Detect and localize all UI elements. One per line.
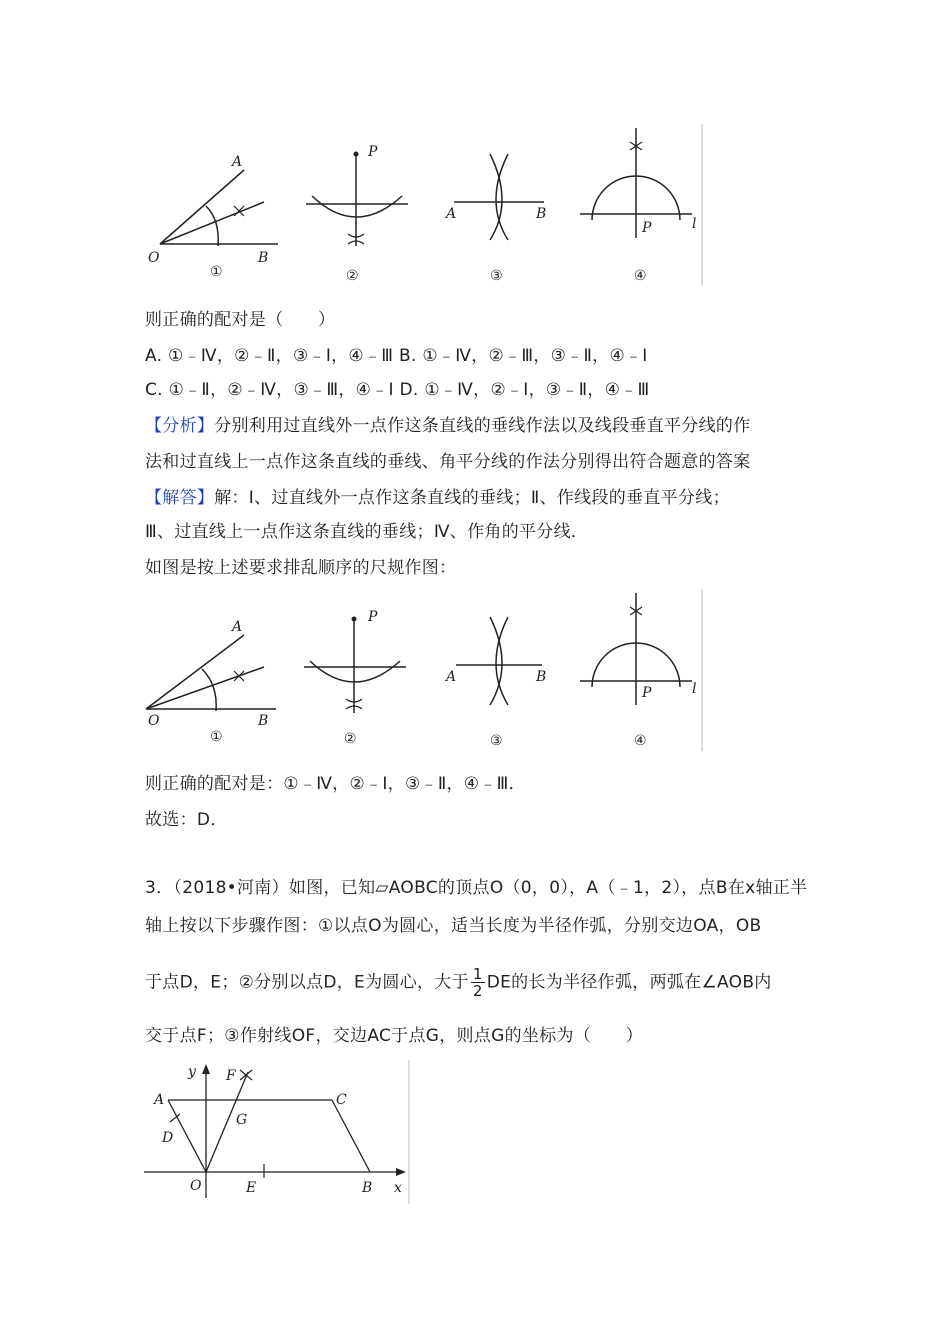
answer-choice: 故选：D． [145,810,228,830]
q3-line-3a: 于点D，E；②分别以点D，E为圆心，大于 [145,972,469,993]
figure-perpendicular-at-point [580,128,696,284]
axis-label-y: y [188,1064,196,1080]
analysis-text: 分别利用过直线外一点作这条直线的垂线作法以及线段垂直平分线的作 [214,416,751,436]
label-A: A [154,1092,165,1108]
figure-number: ③ [490,733,503,749]
figure-perpendicular-bisector [444,617,546,749]
label-B: B [536,669,547,685]
figure-number: ① [210,729,223,745]
label-P: P [368,144,378,160]
fraction-one-half [471,966,485,999]
figure-perpendicular-from-point [306,144,408,284]
q3-line-4: 交于点F；③作射线OF，交边AC于点G，则点G的坐标为（ ） [145,1026,644,1046]
label-P: P [642,685,652,701]
answer-conclusion: 则正确的配对是：①﹣Ⅳ，②﹣Ⅰ，③﹣Ⅱ，④﹣Ⅲ． [145,774,526,794]
label-O: O [148,713,160,729]
label-P: P [368,609,378,625]
label-P: P [642,220,652,236]
solution-tag: 【解答】 [145,488,215,508]
q3-line-3b: DE的长为半径作弧，两弧在∠AOB内 [486,972,772,993]
question-prompt: 则正确的配对是（ ） [145,310,336,330]
analysis-line-1 [145,414,751,438]
fraction-numerator: 1 [472,965,483,983]
construction-figures-answer [140,585,710,755]
figure-perpendicular-from-point [304,609,406,747]
figure-number: ② [344,731,357,747]
label-E: E [246,1180,257,1196]
figure-number: ① [210,264,223,280]
parallelogram-figure [140,1058,415,1208]
label-O: O [148,250,160,266]
label-l: l [692,216,697,232]
options-c-d: C. ①﹣Ⅱ，②﹣Ⅳ，③﹣Ⅲ，④﹣Ⅰ D. ①﹣Ⅳ，②﹣Ⅰ，③﹣Ⅱ，④﹣Ⅲ [145,380,650,400]
label-B: B [258,250,269,266]
figure-perpendicular-at-point [580,593,696,749]
figure-number: ④ [634,268,647,284]
analysis-line-2: 法和过直线上一点作这条直线的垂线、角平分线的作法分别得出符合题意的答案 [145,452,751,472]
q3-line-3 [145,966,772,999]
figure-perpendicular-bisector [444,154,546,284]
q3-line-1: 3．（2018•河南）如图，已知▱AOBC的顶点O（0，0），A（﹣1，2），点B在x轴正半 [145,878,808,898]
label-C: C [336,1092,347,1108]
label-l: l [692,681,697,697]
label-A: A [232,619,243,635]
label-O: O [190,1178,202,1194]
figure-number: ③ [490,268,503,284]
figure-number: ② [346,268,359,284]
fraction-denominator: 2 [472,982,483,1000]
label-D: D [162,1130,174,1146]
label-A: A [446,206,457,222]
label-A: A [232,154,243,170]
label-G: G [236,1112,248,1128]
figure-angle-bisector [146,619,276,745]
axis-label-x: x [394,1180,402,1196]
solution-line-2: Ⅲ、过直线上一点作这条直线的垂线；Ⅳ、作角的平分线． [145,522,589,542]
label-B: B [362,1180,373,1196]
construction-figures-top [140,120,710,290]
solution-line-3: 如图是按上述要求排乱顺序的尺规作图： [145,558,457,578]
analysis-tag: 【分析】 [145,416,215,436]
solution-text: 解：Ⅰ、过直线外一点作这条直线的垂线；Ⅱ、作线段的垂直平分线； [214,488,730,508]
figure-number: ④ [634,733,647,749]
solution-line-1 [145,486,730,510]
label-B: B [536,206,547,222]
label-F: F [226,1068,236,1084]
q3-line-2: 轴上按以下步骤作图：①以点O为圆心，适当长度为半径作弧，分别交边OA，OB [145,916,762,936]
label-B: B [258,713,269,729]
label-A: A [446,669,457,685]
figure-angle-bisector [148,154,278,280]
options-a-b: A. ①﹣Ⅳ，②﹣Ⅱ，③﹣Ⅰ，④﹣Ⅲ B. ①﹣Ⅳ，②﹣Ⅲ，③﹣Ⅱ，④﹣Ⅰ [145,346,648,366]
